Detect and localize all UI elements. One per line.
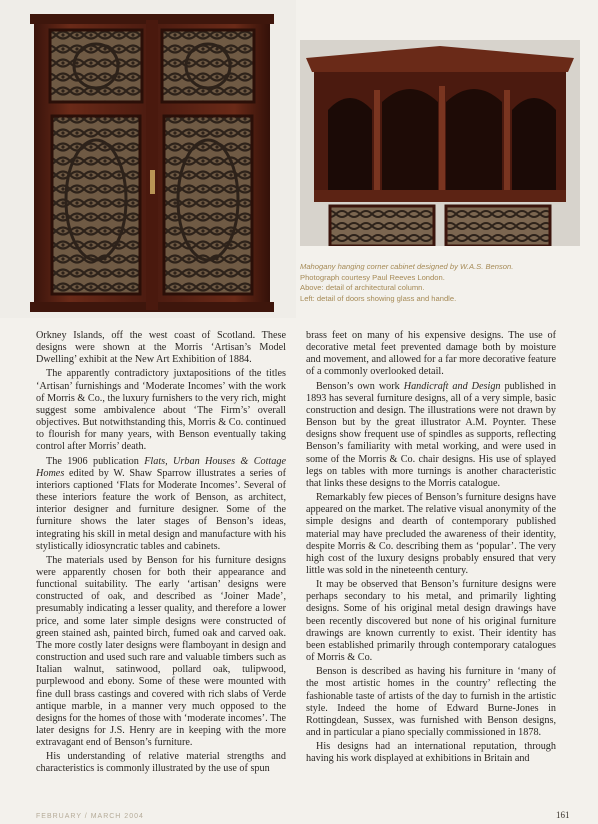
paragraph: His understanding of relative material strengths and characteristics is commonly illustrated by the use of spun — [36, 751, 286, 775]
paragraph: The materials used by Benson for his furniture designs were apparently chosen for both their appearance and functional suitability. The early ‘artisan’ designs were constructed of oak, and described as ‘Joiner Made’, presumably indicating a lesser quality, and therefore a lower price, and some later simple designs were constructed of green stained ash, painted birch, fumed oak and carved oak. The more costly later designs were flamboyant in design and construction and used such rare and valuable timbers such as Italian walnut, satinwood, pollard oak, tulipwood, purplewood and ebony. Some of these were mounted with fine dull brass castings and covered with rich slabs of Verde antique marble, in a manner very much opposed to the designs for the homes of those with ‘moderate incomes’. The later designs for J.S. Henry are in keeping with the more extravagant end of Benson’s furniture. — [36, 554, 286, 749]
cabinet-doors-photo — [0, 0, 296, 318]
photo-caption — [300, 262, 580, 304]
paragraph: Remarkably few pieces of Benson’s furniture designs have appeared on the market. The relative visual anonymity of the simple designs and dearth of contemporary published material may have precluded the awareness of their identity, despite Morris & Co. describing them as ‘popular’. The very high cost of the luxury designs probably ensured that very little was sold in the nineteenth century. — [306, 492, 556, 576]
cabinet-doors-illustration — [0, 0, 296, 318]
book-title: Flats, Urban Houses & Cottage Homes — [36, 455, 286, 479]
paragraph: It may be observed that Benson’s furniture designs were perhaps secondary to his metal, and primarily lighting designs. Some of his original metal design drawings have been recently discovered but none of his original furniture drawings are known currently to exist. Their identity has been established primarily through contemporary catalogues of Morris & Co. — [306, 579, 556, 664]
book-title: Handicraft and Design — [403, 380, 501, 392]
caption-line-3: Above: detail of architectural column. — [300, 283, 425, 293]
caption-line-1: Mahogany hanging corner cabinet designed by W.A.S. Benson. — [300, 262, 514, 271]
text-run: The 1906 publication — [46, 455, 145, 467]
text-run: Benson’s own work — [316, 380, 404, 392]
paragraph: The apparently contradictory juxtapositions of the titles ‘Artisan’ furnishings and ‘Moderate Incomes’ with the work of Morris & Co., the luxury furnishers to the very rich, might suggest some ambivalence about ‘The Firm’s’ overall objectives. But notwithstanding this, Morris & Co. continued to flourish for many years, with Benson eventually taking control after Morris’ death. — [36, 368, 286, 453]
corner-cabinet-photo — [300, 40, 580, 246]
caption-line-2: Photograph courtesy Paul Reeves London. — [300, 272, 445, 282]
paragraph: Orkney Islands, off the west coast of Scotland. These designs were shown at the Morris ‘Artisan’s Model Dwelling’ exhibit at the New Art Exhibition of 1884. — [36, 330, 286, 366]
article-left-column — [36, 330, 286, 778]
corner-cabinet-illustration — [300, 40, 580, 246]
paragraph — [36, 456, 286, 553]
paragraph: Benson is described as having his furniture in ‘many of the most artistic homes in the country’ reflecting the fashionable taste of artists of the day to furnish in the artistic style. Indeed the home of Edward Burne-Jones in Rottingdean, Sussex, was furnished with Benson designs, and in particular a piano specially commissioned in 1878. — [306, 666, 556, 738]
paragraph: brass feet on many of his expensive designs. The use of decorative metal feet prevented damage both by moisture and movement, and allowed for a far more decorative feature of a commonly overlooked detail. — [306, 330, 556, 378]
caption-line-4: Left: detail of doors showing glass and handle. — [300, 293, 457, 303]
page-footer — [0, 809, 598, 824]
page-number: 161 — [556, 810, 570, 820]
article-right-column — [306, 330, 556, 767]
issue-date: FEBRUARY / MARCH 2004 — [36, 813, 144, 820]
text-run: edited by W. Shaw Sparrow illustrates a series of interiors captioned ‘Flats for Moderate Incomes’. Several of these interiors feature the work of Benson, as architect, interior designer and furniture designer. Some of the furniture shows the later stages of Benson’s ideas, integrating his skill in metal design and manufacture with his stylistically idiosyncratic tables and cabinets. — [36, 467, 286, 552]
paragraph — [306, 381, 556, 490]
text-run: published in 1893 has several furniture designs, all of a very simple, basic construction and design. The illustrations were not drawn by Benson but by the great illustrator A.M. Poynter. These designs show frequent use of spindles as supports, reflecting Benson’s familiarity with metal working, and were used in some of the Morris & Co. chair designs. His use of splayed legs on tables with more turnings is another characteristic that links these designs to the Morris catalogue. — [306, 380, 556, 489]
paragraph: His designs had an international reputation, through having his work displayed at exhibitions in Britain and — [306, 741, 556, 765]
